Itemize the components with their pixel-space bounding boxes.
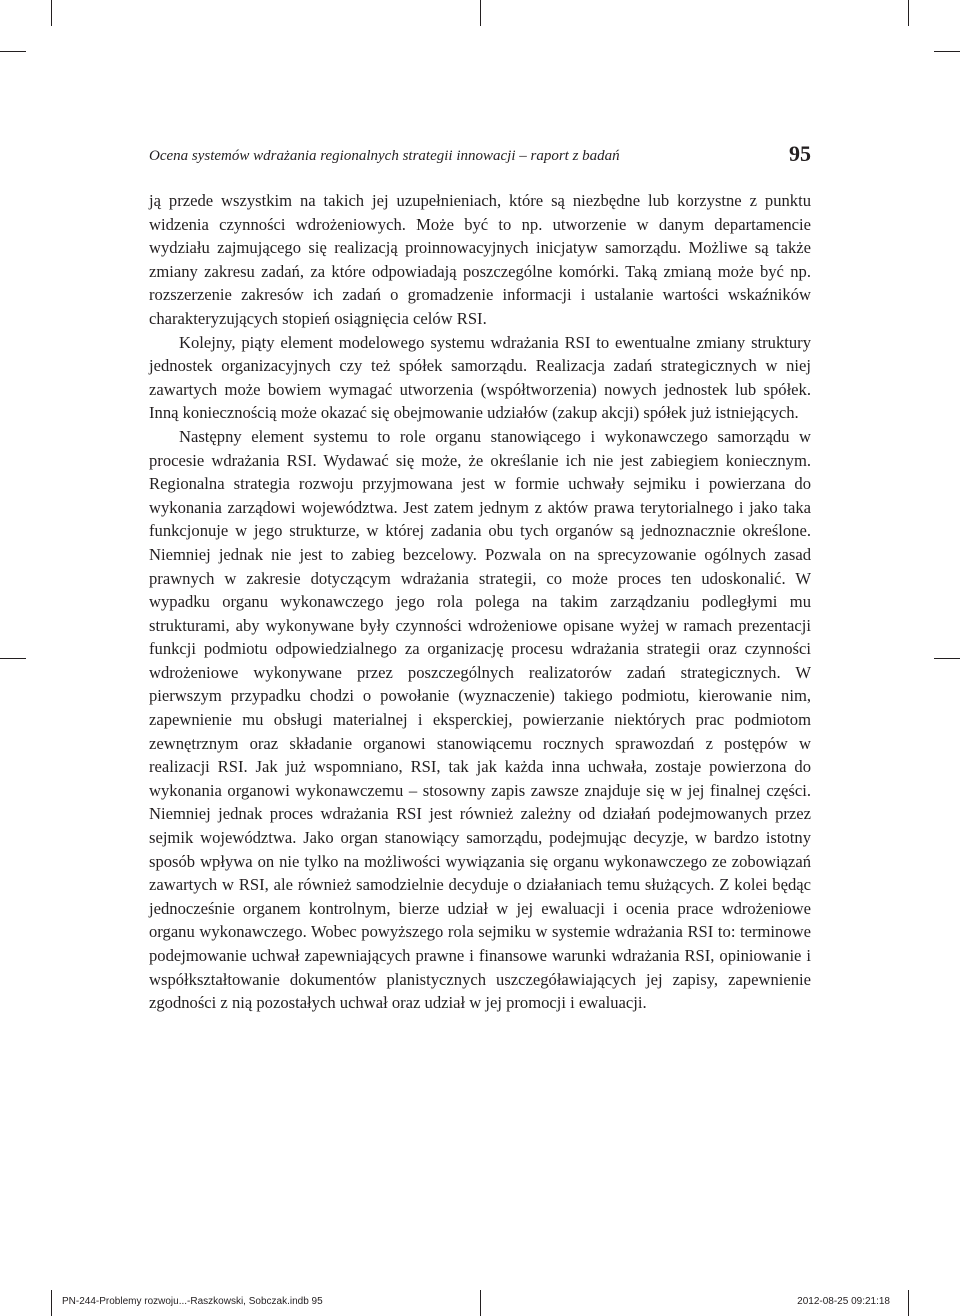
paragraph: Kolejny, piąty element modelowego systemu wdrażania RSI to ewentualne zmiany struktury jednostek organizacyjnych czy też spółek samorządu. Realizacja zadań strategicznych w niej zawartych może bowiem wymagać utworzenia (współtworzenia) nowych jednostek lub spółek. Inną koniecznością może okazać się obejmowanie udziałów (zakup akcji) spółek już istniejących. [149,332,811,423]
crop-mark-top-right [908,0,909,26]
crop-mark-top-center [480,0,481,26]
crop-mark-left-middle [0,658,26,659]
crop-mark-top-left [51,0,52,26]
crop-mark-bottom-center [480,1290,481,1316]
paragraph: Następny element systemu to role organu stanowiącego i wykonawczego samorządu w procesie wdrażania RSI. Wydawać się może, że określanie ich nie jest zabiegiem koniecznym. Regionalna strategia rozwoju przyjmowana jest w formie uchwały sejmiku i powierzana do wykonania zarządowi województwa. Jest zatem jednym z aktów prawa terytorialnego i jako taka funkcjonuje w jego strukturze, w której zadania obu tych organów są jednoznacznie określone. Niemniej jednak nie jest to zabieg bezcelowy. Pozwala on na sprecyzowanie ogólnych zasad prawnych w zakresie dotyczącym wdrażania strategii, co może proces ten udoskonalić. W wypadku organu wykonawczego jego rola polega na takim zarządzaniu podległymi mu strukturami, aby wykonywane były czynności wdrożeniowe opisane wyżej w ramach prezentacji funkcji podmiotu odpowiedzialnego za organizację procesu wdrażania strategii oraz czynności wdrożeniowe wykonywane przez poszczególnych realizatorów zadań strategicznych. W pierwszym przypadku chodzi o powołanie (wyznaczenie) takiego podmiotu, kierowanie nim, zapewnienie mu obsługi materialnej i eksperckiej, powierzanie niektórych prac podmiotom zewnętrznym oraz składanie organowi stanowiącemu rocznych sprawozdań z postępów w realizacji RSI. Jak już wspomniano, RSI, tak jak każda inna uchwała, zostaje powierzona do wykonania organowi wykonawczemu – stosowny zapis zawsze znajduje się w jej finalnej części. Niemniej jednak proces wdrażania RSI jest również zależny od działań podejmowanych przez sejmik województwa. Jako organ stanowiący samorządu, podejmując decyzje, w bardzo istotny sposób wpływa on nie tylko na możliwości wywiązania się organu wykonawczego ze zobowiązań zawartych w RSI, ale również samodzielnie decyduje o działaniach temu służących. Z kolei będąc jednocześnie organem kontrolnym, bierze udział w jej ewaluacji i ocenia prace wdrożeniowe organu wykonawczego. Wobec powyższego rola sejmiku w systemie wdrażania RSI to: terminowe podejmowanie uchwał zapewniających prawne i finansowe warunki wdrażania RSI, opiniowanie i współkształtowanie dokumentów planistycznych uszczegóławiających jej zapisy, zapewnienie zgodności z nią pozostałych uchwał oraz udział w jej promocji i ewaluacji. [149,426,811,1013]
slug-filename: PN-244-Problemy rozwoju...-Raszkowski, Sobczak.indb 95 [62,1296,323,1307]
paragraph: ją przede wszystkim na takich jej uzupełnieniach, które są niezbędne lub korzystne z punktu widzenia czynności wdrożeniowych. Może być to np. utworzenie w danym departamencie wydziału zajmującego się realizacją proinnowacyjnych inicjatyw samorządu. Możliwe są także zmiany zakresu zadań, za które odpowiadają poszczególne komórki. Taką zmianą może być np. rozszerzenie zakresów ich zadań o gromadzenie informacji i ustalanie wartości wskaźników charakteryzujących stopień osiągnięcia celów RSI. [149,191,811,328]
slug-timestamp: 2012-08-25 09:21:18 [797,1296,890,1307]
crop-mark-left-top [0,51,26,52]
crop-mark-right-middle [934,658,960,659]
running-head-title: Ocena systemów wdrażania regionalnych strategii innowacji – raport z badań [149,148,620,164]
crop-mark-bottom-right [908,1290,909,1316]
body-text [149,189,811,1015]
crop-mark-right-top [934,51,960,52]
crop-mark-bottom-left [51,1290,52,1316]
page-number: 95 [789,141,811,166]
running-head [149,140,811,170]
